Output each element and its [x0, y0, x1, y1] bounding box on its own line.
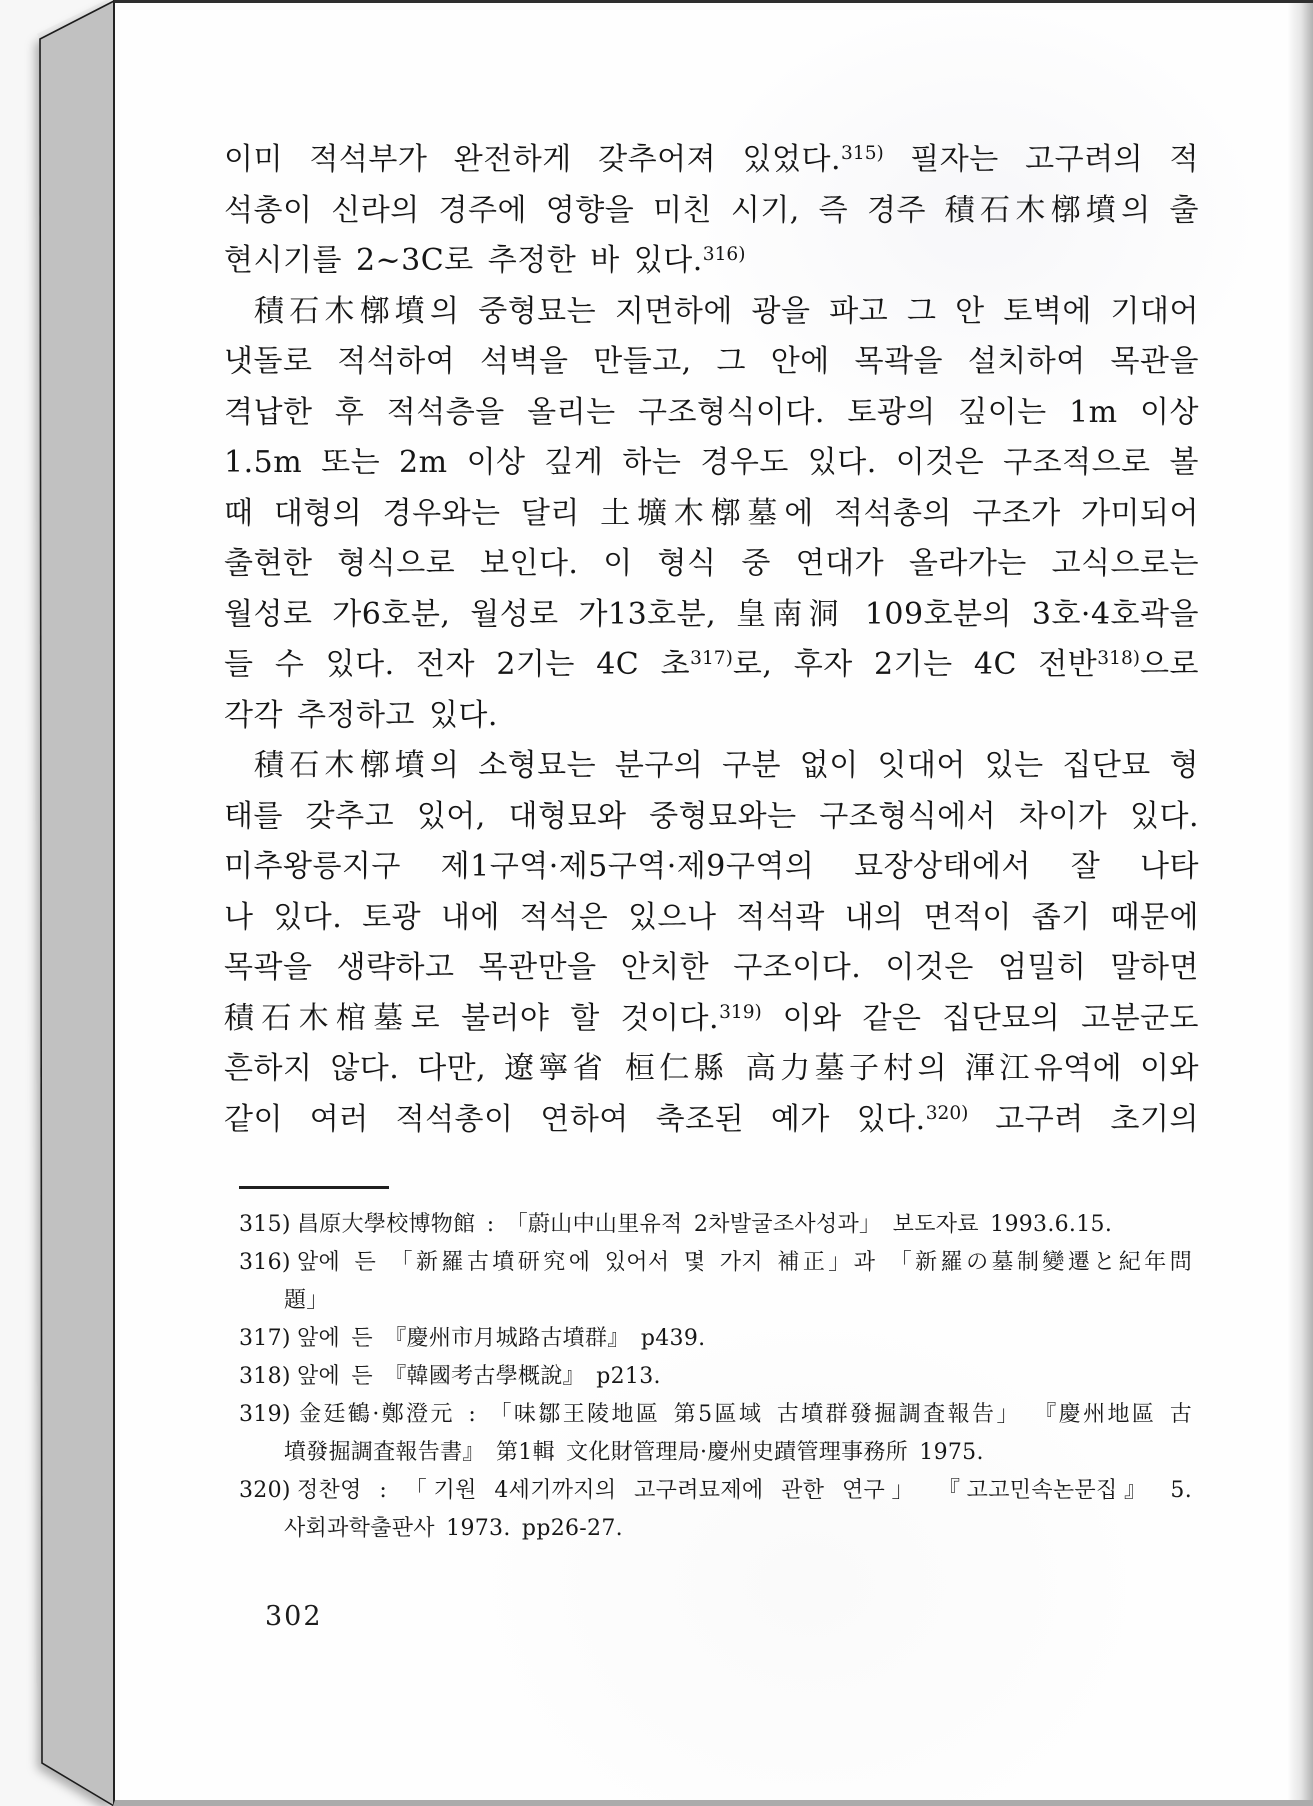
paragraph	[224, 287, 1199, 742]
text-line: 때 대형의 경우와는 달리 土壙木槨墓에 적석총의 구조가 가미되어	[224, 495, 1199, 531]
footnote	[239, 1358, 1192, 1396]
body-text	[224, 135, 1199, 1145]
footnote-ref: 317)	[690, 647, 733, 669]
footnote-ref: 316)	[702, 243, 746, 265]
footnote-number: 318)	[239, 1364, 291, 1389]
text-line: 현시기를 2~3C로 추정한 바 있다.$^{316)}$	[224, 243, 746, 278]
footnote-number: 317)	[239, 1326, 291, 1351]
text-line: 태를 갖추고 있어, 대형묘와 중형묘와는 구조형식에서 차이가 있다.	[224, 798, 1199, 834]
footnote-ref: 315)	[841, 142, 884, 164]
footnote-number: 319)	[239, 1402, 291, 1427]
text-line: 목곽을 생략하고 목관만을 안치한 구조이다. 이것은 엄밀히 말하면	[224, 950, 1199, 985]
text-line: 격납한 후 적석층을 올리는 구조형식이다. 토광의 깊이는 1m 이상	[224, 394, 1199, 430]
footnotes	[239, 1206, 1192, 1548]
footnote-line: 317) 앞에 든 『慶州市月城路古墳群』 p439.	[239, 1320, 1192, 1358]
footnote	[239, 1320, 1192, 1358]
footnote-line: 315) 昌原大學校博物館 : 「蔚山中山里유적 2차발굴조사성과」 보도자료 1993.6.15.	[239, 1206, 1192, 1244]
footnote-ref: 320)	[925, 1102, 969, 1124]
text-line: 미추왕릉지구 제1구역·제5구역·제9구역의 묘장상태에서 잘 나타	[224, 849, 1199, 884]
footnote-number: 315)	[239, 1212, 291, 1237]
page-number: 302	[265, 1601, 323, 1632]
text-line: 積石木槨墳의 소형묘는 분구의 구분 없이 잇대어 있는 집단묘 형	[254, 748, 1199, 783]
footnote-line: 318) 앞에 든 『韓國考古學概說』 p213.	[239, 1358, 1192, 1396]
footnote-ref: 318)	[1097, 647, 1141, 669]
footnote-line: 319) 金廷鶴·鄭澄元 : 「味鄒王陵地區 第5區域 古墳群發掘調査報告」 『慶州地區 古	[239, 1396, 1192, 1434]
footnote-continuation-line: 墳發掘調査報告書』 第1輯 文化財管理局·慶州史蹟管理事務所 1975.	[284, 1440, 984, 1465]
footnote-separator	[239, 1186, 389, 1189]
footnote	[239, 1206, 1192, 1244]
text-line: 들 수 있다. 전자 2기는 4C 초$^{317)}$로, 후자 2기는 4C 전반$^{318)}$으로	[224, 647, 1200, 682]
text-line: 積石木棺墓로 불러야 할 것이다.$^{319)}$ 이와 같은 집단묘의 고분군도	[224, 1000, 1200, 1036]
footnote-ref: 319)	[719, 1001, 762, 1023]
footnote-number: 320)	[239, 1478, 291, 1503]
text-line: 이미 적석부가 완전하게 갖추어져 있었다.$^{315)}$ 필자는 고구려의 적	[224, 142, 1199, 177]
text-line: 석총이 신라의 경주에 영향을 미친 시기, 즉 경주 積石木槨墳의 출	[224, 192, 1199, 228]
page	[113, 0, 1313, 1806]
footnote	[239, 1472, 1192, 1548]
footnote-continuation-line: 사회과학출판사 1973. pp26-27.	[284, 1516, 623, 1541]
footnote	[239, 1396, 1192, 1472]
text-line: 나 있다. 토광 내에 적석은 있으나 적석곽 내의 면적이 좁기 때문에	[224, 899, 1199, 935]
footnote-line: 316) 앞에 든 「新羅古墳研究에 있어서 몇 가지 補正」과 「新羅の墓制變遷と紀年問	[239, 1244, 1192, 1282]
text-line: 積石木槨墳의 중형묘는 지면하에 광을 파고 그 안 토벽에 기대어	[254, 293, 1199, 329]
footnote	[239, 1244, 1192, 1320]
text-line: 월성로 가6호분, 월성로 가13호분, 皇南洞 109호분의 3호·4호곽을	[224, 596, 1199, 632]
footnote-line: 320) 정찬영 : 「기원 4세기까지의 고구려묘제에 관한 연구」 『고고민속논문집』 5.	[239, 1472, 1192, 1510]
footnote-continuation-line: 題」	[284, 1288, 329, 1313]
footnote-number: 316)	[239, 1250, 291, 1275]
text-line: 출현한 형식으로 보인다. 이 형식 중 연대가 올라가는 고식으로는	[224, 546, 1199, 581]
paragraph	[224, 741, 1199, 1145]
text-line: 각각 추정하고 있다.	[224, 697, 498, 733]
text-line: 1.5m 또는 2m 이상 깊게 하는 경우도 있다. 이것은 구조적으로 볼	[224, 445, 1199, 480]
text-line: 흔하지 않다. 다만, 遼寧省 桓仁縣 高力墓子村의 渾江유역에 이와	[224, 1051, 1199, 1086]
paragraph	[224, 135, 1199, 287]
text-line: 같이 여러 적석총이 연하여 축조된 예가 있다.$^{320)}$ 고구려 초기의	[224, 1101, 1199, 1137]
text-line: 냇돌로 적석하여 석벽을 만들고, 그 안에 목곽을 설치하여 목관을	[224, 344, 1199, 379]
